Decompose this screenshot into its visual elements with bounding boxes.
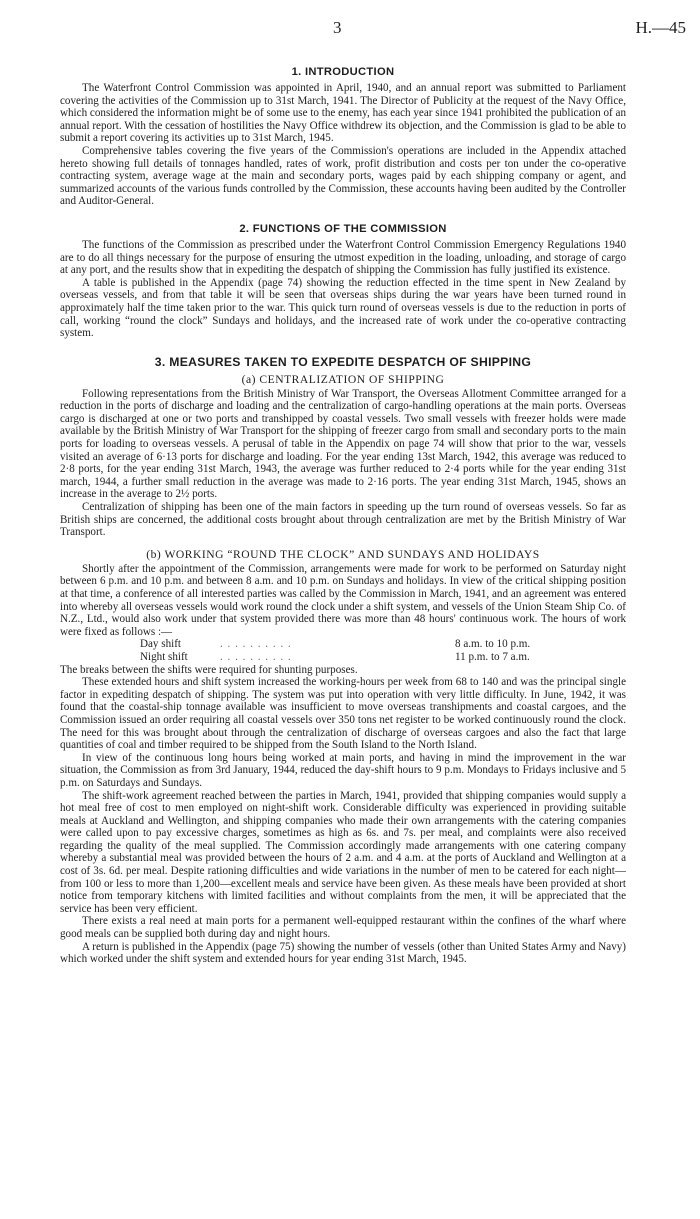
shift-row [60,651,626,664]
paragraph: The breaks between the shifts were required for shunting purposes. [60,663,358,676]
paragraph: Following representations from the British Ministry of War Transport, the Overseas Allotment Committee arranged for a reduction in the ports of discharge and loading and the centralization of cargo-handling operations at the main ports. Overseas cargo is discharged at one or two ports and transhipped by coastal vessels. Two small vessels with freezer holds were made available by the British Ministry of War Transport for the shipping of freezer cargo from small and secondary ports to the main ports for loading to overseas vessels. A perusal of table in the Appendix on page 74 will show that prior to the war, vessels visited an average of 6·13 ports for discharge and loading. For the year ending 13st March, 1942, this average was reduced to 2·8 ports, for the year ending 31st March, 1943, the average was further reduced to 2·4 ports while for the year ending 31st march, 1944, a further small reduction in the average was made to 2·16 ports. The year ending 31st March, 1945, shows an increase in the average to 2½ ports. [60,387,626,501]
paragraph: Shortly after the appointment of the Commission, arrangements were made for work to be performed on Saturday night between 6 p.m. and 10 p.m. and between 8 a.m. and 10 p.m. on Sundays and holidays. In view of the critical shipping position at that time, a conference of all interested parties was called by the Commission in March, 1941, and an agreement was entered into whereby all overseas vessels would work round the clock under a shift system, and vessels of the Union Steam Ship Co. of N.Z., Ltd., would also work under that system provided there was more than 48 hours' continuous work. The hours of work were fixed as follows :— [60,562,626,638]
section-heading: 3. MEASURES TAKEN TO EXPEDITE DESPATCH OF SHIPPING [154,354,532,369]
shift-name: Day shift [140,638,181,651]
shift-name: Night shift [140,650,188,663]
shift-row [60,638,626,651]
subsection-heading: (b) WORKING “ROUND THE CLOCK” AND SUNDAYS AND HOLIDAYS [146,547,540,561]
dot-leader: . . . . . . . . . . [220,650,292,663]
paragraph: Centralization of shipping has been one of the main factors in speeding up the turn round of overseas vessels. So far as British ships are concerned, the additional costs brought about through centralization are met by the British Ministry of War Transport. [60,501,626,539]
section-measures [60,355,626,966]
subsection-heading: (a) CENTRALIZATION OF SHIPPING [241,372,445,386]
document-body [60,60,626,966]
paragraph: These extended hours and shift system increased the working-hours per week from 68 to 140 and was the principal single factor in expediting despatch of shipping. The system was put into operation with very little difficulty. In June, 1942, it was found that the coastal-ship tonnage available was insufficient to move overseas transhipments and coastal cargoes, and the Commission issued an order requiring all coastal vessels over 350 tons net register to be worked continuously round the clock. The need for this was brought about through the centralization of discharge of overseas cargoes and also the fact that large quantities of coal and timber required to be shipped from the South Island to the North Island. [60,676,626,752]
paragraph: There exists a real need at main ports for a permanent well-equipped restaurant within the confines of the wharf where good meals can be supplied both during day and night hours. [60,915,626,941]
section-functions [60,223,626,340]
section-heading: 1. INTRODUCTION [291,66,395,78]
page-number: 3 [333,18,342,37]
section-heading: 2. FUNCTIONS OF THE COMMISSION [239,222,447,235]
page-header [0,18,700,40]
shift-hours: 8 a.m. to 10 p.m. [455,638,531,651]
paragraph: The functions of the Commission as prescribed under the Waterfront Control Commission Emergency Regulations 1940 are to do all things necessary for the purpose of ensuring the utmost expedition in the loading, unloading, and storage of cargo at any port, and the results show that in expediting the despatch of shipping the Commission has fully justified its existence. [60,238,626,277]
paragraph: A table is published in the Appendix (page 74) showing the reduction effected in the time spent in New Zealand by overseas vessels, and from that table it will be seen that overseas ships during the war years have been turned round in approximately half the time taken prior to the war. This quick turn round of overseas vessels is due to the reduction in ports of call, working “round the clock” Sundays and holidays, and the increased rate of work under the co-operative contracting system. [60,276,626,340]
paragraph: A return is published in the Appendix (page 75) showing the number of vessels (other than United States Army and Navy) which worked under the shift system and extended hours for year ending 31st March, 1945. [60,940,626,966]
shift-hours: 11 p.m. to 7 a.m. [455,650,530,663]
section-introduction [60,66,626,208]
paragraph: Comprehensive tables covering the five years of the Commission's operations are included in the Appendix attached hereto showing full details of tonnages handled, rates of work, profit distribution and costs per ton under the co-operative contracting system, average wage at the main and secondary ports, wages paid by each shipping company or agent, and summarized accounts of the various funds controlled by the Commission, these accounts having been audited by the Controller and Auditor-General. [60,144,626,208]
dot-leader: . . . . . . . . . . [220,638,292,651]
paragraph: The shift-work agreement reached between the parties in March, 1941, provided that shipping companies would supply a hot meal free of cost to men employed on night-shift work. Considerable difficulty was experienced in providing suitable meals at Auckland and Wellington, and shipping companies who made their own arrangements with the catering companies were called upon to pay excessive charges, sometimes as high as 6s. and 7s. per meal, and complaints were also received regarding the quality of the meal supplied. The Commission accordingly made arrangements with one catering company whereby a substantial meal was provided between the hours of 2 a.m. and 4 a.m. at the ports of Auckland and Wellington at a cost of 3s. 6d. per meal. Despite rationing difficulties and wide variations in the number of men to be catered for each night—from 100 or less to more than 1,200—excellent meals and service have been given. As these meals have been provided at short notice from temporary kitchens with limited facilities and without complaints from the men, it will be appreciated that the service has been very efficient. [60,789,626,915]
paragraph: The Waterfront Control Commission was appointed in April, 1940, and an annual report was submitted to Parliament covering the activities of the Commission up to 31st March, 1941. The Director of Publicity at the request of the Navy Office, which considered the information might be of some use to the enemy, has each year since 1941 prohibited the publication of an annual report. With the cessation of hostilities the Navy Office withdrew its objection, and the Commission is glad to be able to submit a report covering its activities up to 31st March, 1945. [60,82,626,145]
paragraph: In view of the continuous long hours being worked at main ports, and having in mind the improvement in the war situation, the Commission as from 3rd January, 1944, reduced the day-shift hours to 9 p.m. Mondays to Fridays inclusive and 5 p.m. on Saturdays and Sundays. [60,751,626,789]
paper-number: H.—45 [635,18,686,37]
